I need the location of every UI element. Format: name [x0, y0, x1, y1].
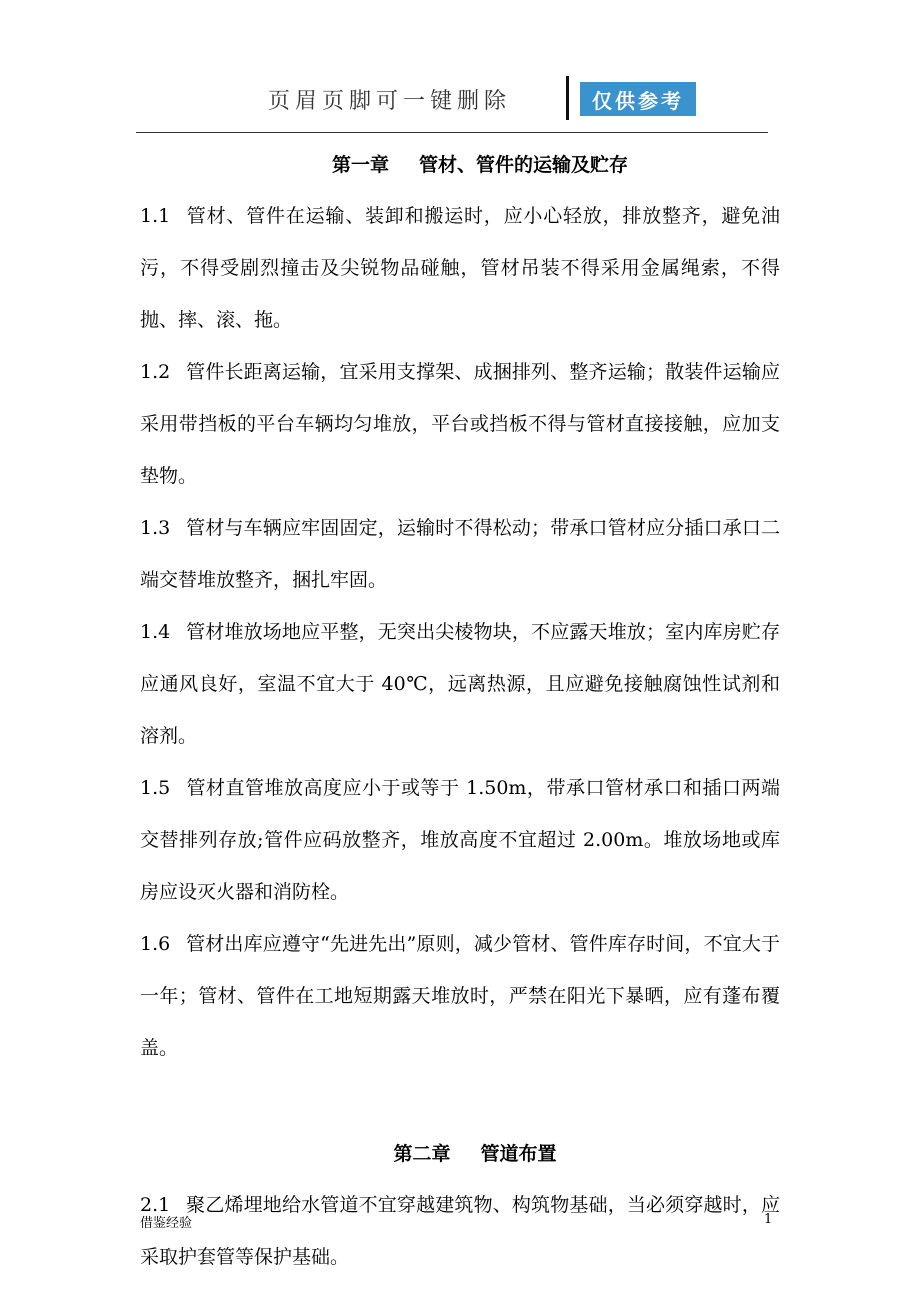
- paragraph-1-3: [140, 502, 780, 606]
- paragraph-number: 1.5: [140, 777, 171, 799]
- paragraph-text: 管材、管件在运输、装卸和搬运时，应小心轻放，排放整齐，避免油污，不得受剧烈撞击及尖锐物品碰触，管材吊装不得采用金属绳索，不得抛、摔、滚、拖。: [140, 205, 780, 331]
- paragraph-text: 管材堆放场地应平整，无突出尖棱物块，不应露天堆放；室内库房贮存应通风良好，室温不宜大于 40℃，远离热源，且应避免接触腐蚀性试剂和溶剂。: [140, 621, 780, 747]
- footer-text: 借鉴经验: [140, 1216, 193, 1231]
- chapter-1-title: [140, 140, 780, 190]
- header-rule: [136, 132, 768, 133]
- paragraph-1-2: [140, 346, 780, 502]
- paragraph-text: 管材出库应遵守“先进先出”原则，减少管材、管件库存时间，不宜大于一年；管材、管件在工地短期露天堆放时，严禁在阳光下暴晒，应有蓬布覆盖。: [140, 933, 780, 1059]
- reference-badge: 仅供参考: [580, 82, 696, 116]
- header-divider: [566, 76, 569, 120]
- paragraph-number: 2.1: [140, 1194, 171, 1216]
- chapter-2-name: 管道布置: [480, 1143, 557, 1165]
- chapter-1-name: 管材、管件的运输及贮存: [419, 154, 629, 176]
- paragraph-1-1: [140, 190, 780, 346]
- paragraph-text: 聚乙烯埋地给水管道不宜穿越建筑物、构筑物基础，当必须穿越时，应采取护套管等保护基础。: [140, 1194, 780, 1268]
- paragraph-number: 1.1: [140, 205, 171, 227]
- page-header: [0, 0, 920, 140]
- paragraph-text: 管材与车辆应牢固固定，运输时不得松动；带承口管材应分插口承口二端交替堆放整齐，捆扎牢固。: [140, 517, 780, 591]
- paragraph-2-1: [140, 1179, 780, 1283]
- paragraph-text: 管件长距离运输，宜采用支撑架、成捆排列、整齐运输；散装件运输应采用带挡板的平台车辆均匀堆放，平台或挡板不得与管材直接接触，应加支垫物。: [140, 361, 780, 487]
- paragraph-text: 管材直管堆放高度应小于或等于 1.50m，带承口管材承口和插口两端交替排列存放;管件应码放整齐，堆放高度不宜超过 2.00m。堆放场地或库房应设灭火器和消防栓。: [140, 777, 780, 903]
- paragraph-number: 1.2: [140, 361, 171, 383]
- document-body: [140, 140, 780, 1283]
- header-text: 页眉页脚可一键删除: [268, 89, 512, 114]
- chapter-2-title: [140, 1129, 780, 1179]
- paragraph-1-4: [140, 606, 780, 762]
- page-number: 1: [764, 1212, 773, 1227]
- chapter-2-number: 第二章: [393, 1143, 451, 1165]
- paragraph-1-6: [140, 918, 780, 1074]
- chapter-1-number: 第一章: [331, 154, 389, 176]
- paragraph-number: 1.4: [140, 621, 171, 643]
- paragraph-number: 1.6: [140, 933, 171, 955]
- paragraph-1-5: [140, 762, 780, 918]
- paragraph-number: 1.3: [140, 517, 171, 539]
